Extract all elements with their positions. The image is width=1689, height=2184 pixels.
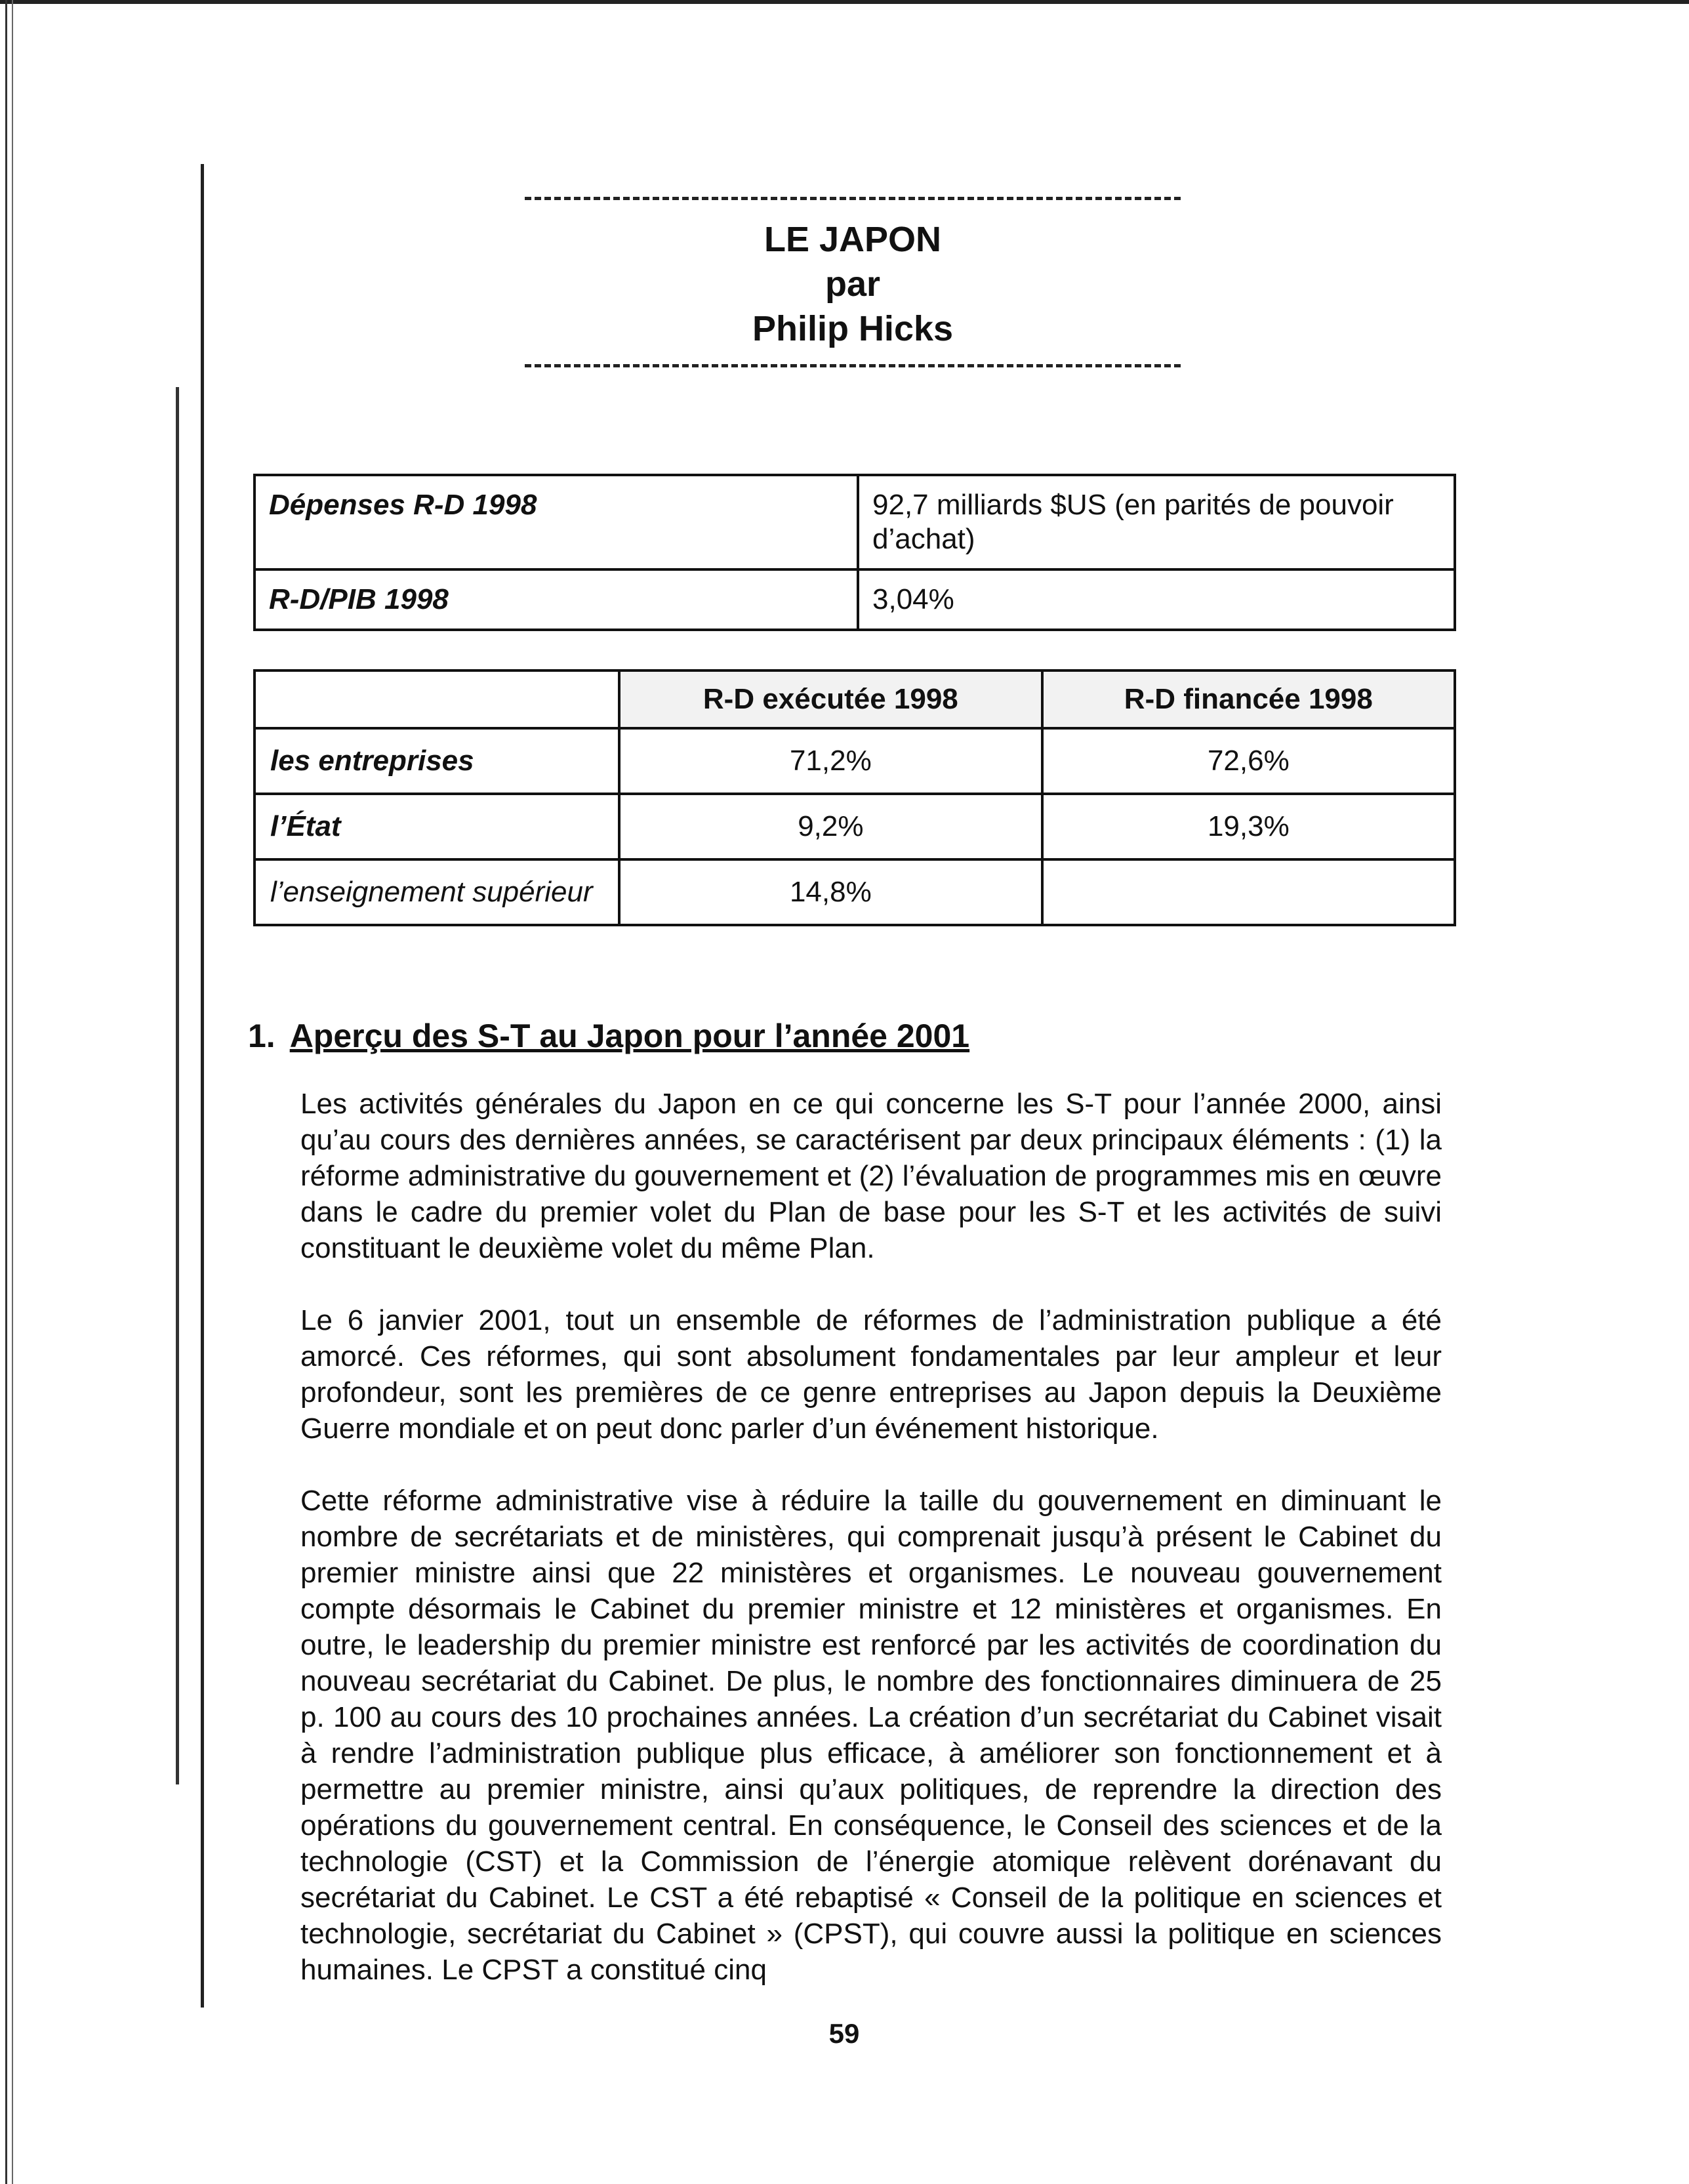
info-value-rd-spending: 92,7 milliards $US (en parités de pouvoir d’achat): [858, 475, 1455, 569]
row-label-higher-education: l’enseignement supérieur: [254, 859, 619, 925]
header-blank-cell: [254, 670, 619, 728]
cell-enterprises-executed: 71,2%: [619, 728, 1042, 794]
scan-edge-top: [0, 0, 1689, 4]
title-block: [525, 197, 1181, 367]
cell-state-funded: 19,3%: [1042, 794, 1455, 859]
margin-bar-inner: [176, 387, 179, 1784]
title-dashed-rule-top: [525, 197, 1181, 200]
paragraph: Le 6 janvier 2001, tout un ensemble de réformes de l’administration publique a été amorcé. Ces réformes, qui sont absolument fondamentales par leur ampleur et leur profondeur, sont les premières de ce genre entreprises au Japon depuis la Deuxième Guerre mondiale et on peut donc parler d’un événement historique.: [300, 1304, 1442, 1445]
title-dashed-rule-bottom: [525, 364, 1181, 367]
table-header-row: [254, 670, 1455, 728]
cell-higher-education-funded: [1042, 859, 1455, 925]
cell-higher-education-executed: 14,8%: [619, 859, 1042, 925]
page-number: 59: [828, 2018, 860, 2049]
table-row: [254, 569, 1455, 630]
body-text: [300, 1086, 1442, 2024]
info-label-rd-spending: Dépenses R-D 1998: [254, 475, 858, 569]
table-row: [254, 859, 1455, 925]
paragraph: Cette réforme administrative vise à réduire la taille du gouvernement en diminuant le nombre de secrétariats et de ministères, qui comprenait jusqu’à présent le Cabinet du premier ministre ainsi que 22 ministères et organismes. Le nouveau gouvernement compte désormais le Cabinet du premier ministre et 12 ministères et organismes. En outre, le leadership du premier ministre est renforcé par les activités de coordination du nouveau secrétariat du Cabinet. De plus, le nombre des fonctionnaires diminuera de 25 p. 100 au cours des 10 prochaines années. La création d’un secrétariat du Cabinet visait à rendre l’administration publique plus efficace, à améliorer son fonctionnement et à permettre au premier ministre, ainsi qu’aux politiques, de reprendre la direction des opérations du gouvernement central. En conséquence, le Conseil des sciences et de la technologie (CST) et la Commission de l’énergie atomique relèvent dorénavant du secrétariat du Cabinet. Le CST a été rebaptisé « Conseil de la politique en sciences et technologie, secrétariat du Cabinet » (CPST), qui couvre aussi la politique en sciences humaines. Le CPST a constitué cinq: [300, 1485, 1442, 1986]
header-rd-executed: R-D exécutée 1998: [619, 670, 1042, 728]
section-number: 1.: [248, 1018, 275, 1054]
scan-edge-left-inner: [12, 0, 13, 2184]
info-table: [253, 474, 1456, 631]
paragraph: Les activités générales du Japon en ce qui concerne les S-T pour l’année 2000, ainsi qu’au cours des dernières années, se caractérisent par deux principaux éléments : (1) la réforme administrative du gouvernement et (2) l’évaluation de programmes mis en œuvre dans le cadre du premier volet du Plan de base pour les S-T et les activités de suivi constituant le deuxième volet du même Plan.: [300, 1088, 1442, 1264]
row-label-enterprises: les entreprises: [254, 728, 619, 794]
header-rd-funded: R-D financée 1998: [1042, 670, 1455, 728]
table-row: [254, 728, 1455, 794]
cell-state-executed: 9,2%: [619, 794, 1042, 859]
row-label-state: l’État: [254, 794, 619, 859]
section-title: Aperçu des S-T au Japon pour l’année 2001: [289, 1018, 970, 1054]
table-row: [254, 794, 1455, 859]
info-value-rd-gdp: 3,04%: [858, 569, 1455, 630]
info-label-rd-gdp: R-D/PIB 1998: [254, 569, 858, 630]
scan-edge-left: [5, 0, 7, 2184]
section-heading: [248, 1017, 969, 1055]
title-by: par: [824, 264, 881, 304]
page-title: LE JAPON: [763, 220, 942, 259]
margin-bar: [201, 164, 204, 2008]
rd-table: [253, 669, 1456, 926]
table-row: [254, 475, 1455, 569]
cell-enterprises-funded: 72,6%: [1042, 728, 1455, 794]
author-name: Philip Hicks: [752, 309, 954, 348]
